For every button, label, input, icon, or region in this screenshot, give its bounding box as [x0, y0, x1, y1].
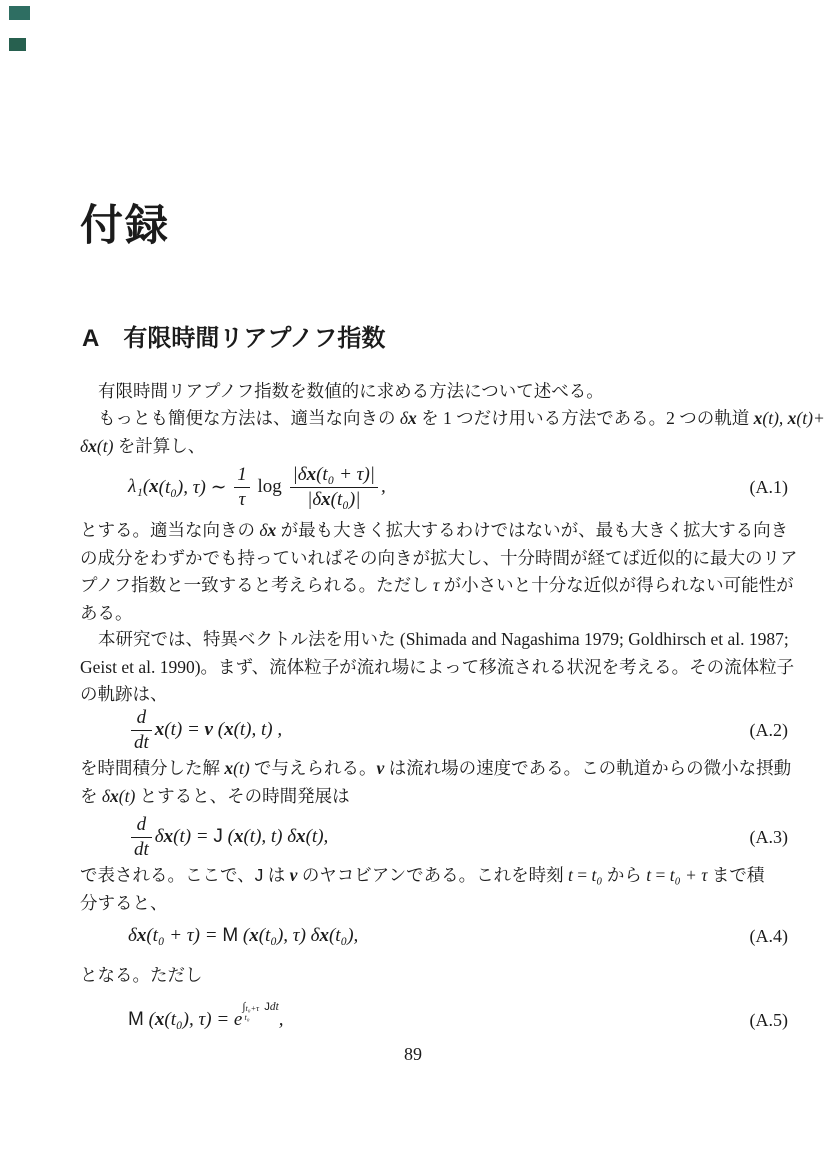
equation-tag: (A.3): [749, 826, 788, 847]
text-line: となる。ただし: [80, 965, 203, 985]
text-line: とする。適当な向きの δx が最も大きく拡大するわけではないが、最も大きく拡大する向き: [80, 520, 789, 540]
equation-tag: (A.4): [749, 925, 788, 946]
paragraph: [80, 962, 788, 990]
text-line: 有限時間リアプノフ指数を数値的に求める方法について述べる。: [98, 381, 604, 401]
text-line: δx(t) を計算し、: [80, 435, 206, 456]
equation-body: λ₁( x (t₀), τ) ∼ $\frac{1}{\tau}$ log |δ x (t₀ + τ)| |δ x (t₀)| ,: [128, 463, 386, 510]
chapter-title: 付録: [80, 202, 170, 250]
equation-body: $\frac{d}{dt}$ δ x (t) = J ( x (t), t) δ x (t),: [128, 814, 328, 861]
section-title: 有限時間リアプノフ指数: [123, 325, 386, 352]
equation-a1: [80, 458, 788, 516]
text-line: ある。: [80, 602, 133, 623]
paragraph: [80, 517, 798, 627]
text-line: で表される。ここで、J は v のヤコビアンである。これを時刻 t = t₀ から t = t₀ + τ まで積: [80, 865, 765, 885]
text-line: Geist et al. 1990)。まず、流体粒子が流れ場によって移流される状況を考える。その流体粒子: [80, 656, 795, 677]
page-number: 89: [404, 1044, 422, 1064]
text-line: もっとも簡便な方法は、適当な向きの δx を 1 つだけ用いる方法である。2 つの軌道 x(t), x(t)+: [98, 408, 825, 428]
scan-mark: [9, 6, 30, 20]
section-label: A: [82, 325, 100, 352]
paragraph: [80, 405, 825, 460]
paragraph: [80, 755, 792, 810]
equation-a5: [80, 992, 788, 1048]
text-line: 分すると、: [80, 892, 168, 913]
equation-body: δ x (t₀ + τ) = M ( x (t₀), τ) δ x (t₀),: [128, 925, 359, 946]
paragraph: [80, 378, 788, 406]
paragraph: [80, 626, 795, 709]
equation-a2: [80, 706, 788, 754]
equation-a3: [80, 813, 788, 861]
text-line: を δx(t) とすると、その時間発展は: [80, 785, 350, 806]
text-line: 本研究では、特異ベクトル法を用いた (Shimada and Nagashima 1979; Goldhirsch et al. 1987;: [98, 629, 789, 649]
text-line: の軌跡は、: [80, 684, 168, 704]
equation-tag: (A.2): [749, 719, 788, 740]
text-line: を時間積分した解 x(t) で与えられる。v は流れ場の速度である。この軌道からの微小な摂動: [80, 758, 792, 778]
equation-body: $\frac{d}{dt}$ x (t) = v ( x (t), t) ,: [128, 707, 282, 754]
section-heading: [82, 325, 385, 354]
paragraph: [80, 862, 788, 917]
text-line: の成分をわずかでも持っていればその向きが拡大し、十分時間が経てば近似的に最大のリア: [80, 547, 798, 568]
equation-tag: (A.1): [749, 476, 788, 497]
text-line: プノフ指数と一致すると考えられる。ただし τ が小さいと十分な近似が得られない可能性が: [80, 575, 794, 595]
equation-a4: [80, 916, 788, 956]
equation-tag: (A.5): [749, 1009, 788, 1030]
scan-mark: [9, 38, 26, 51]
equation-body: M ( x (t₀), τ) = e $^{\int t_0+\tau t_0 J dt}$ ,: [128, 1001, 284, 1030]
